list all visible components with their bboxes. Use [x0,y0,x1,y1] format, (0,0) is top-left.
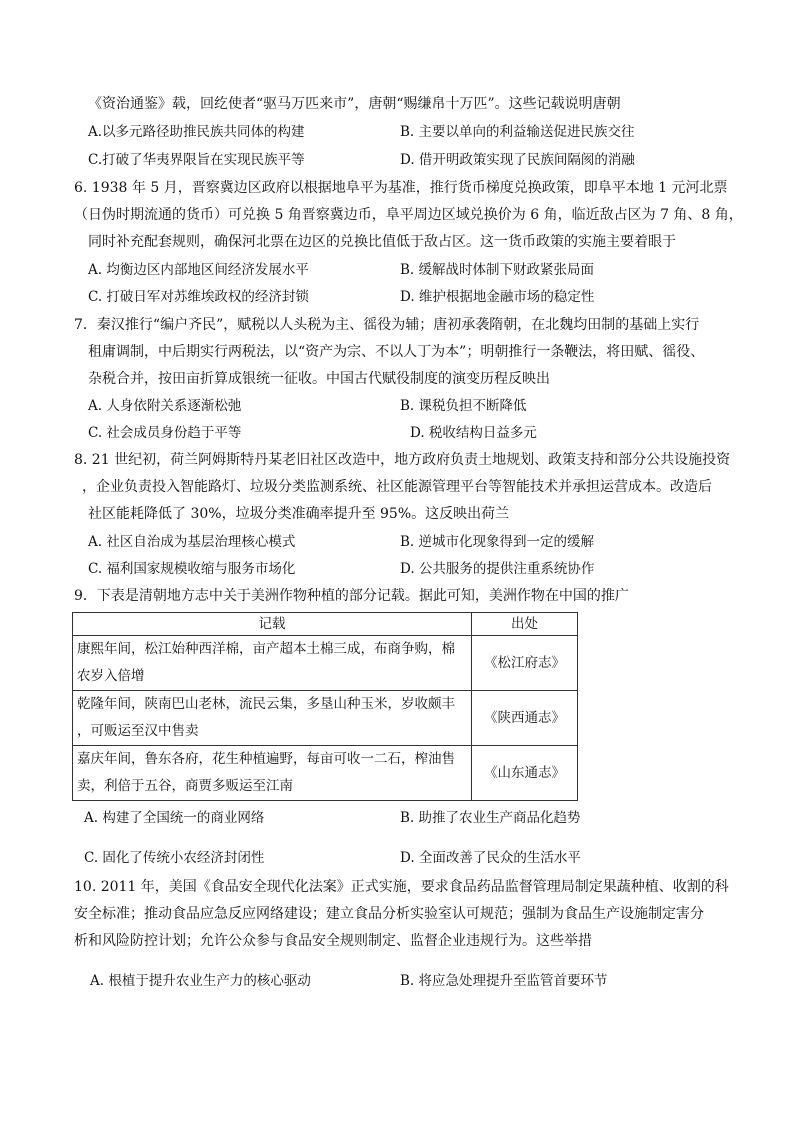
table-header-source: 出处 [472,613,578,636]
q6-option-c: C. 打破日军对苏维埃政权的经济封锁 [88,289,309,305]
q7-option-a: A. 人身依附关系逐渐松弛 [88,398,242,414]
q5-option-b: B. 主要以单向的利益输送促进民族交往 [400,124,635,140]
q6-option-b: B. 缓解战时体制下财政紧张局面 [400,262,595,278]
q9-option-a: A. 构建了全国统一的商业网络 [84,810,265,826]
q10-stem-line-1: 10. 2011 年，美国《食品安全现代化法案》正式实施，要求食品药品监督管理局制定果蔬种植、收割的科 [74,879,729,895]
table-cell-source: 《山东通志》 [472,746,578,801]
record-text-line: ，可贩运至汉中售卖 [77,723,199,739]
q8-stem-line-3: 社区能耗降低了 30%，垃圾分类准确率提升至 95%。这反映出荷兰 [88,506,510,522]
q6-stem-line-2: （日伪时期流通的货币）可兑换 5 角晋察冀边币，阜平周边区域兑换价为 6 角，临近敌占区为 7 角、8 角， [74,207,743,223]
table-cell-record [73,691,472,746]
q7-option-d: D. 税收结构日益多元 [410,425,537,441]
q9-option-d: D. 全面改善了民众的生活水平 [400,850,581,866]
q5-option-a: A.以多元路径助推民族共同体的构建 [88,124,305,140]
table-row [73,691,578,746]
q7-stem-line-1: 7．秦汉推行“编户齐民”，赋税以人头税为主、徭役为辅；唐初承袭隋朝，在北魏均田制的基础上实行 [74,317,700,333]
q8-option-b: B. 逆城市化现象得到一定的缓解 [400,534,595,550]
q5-option-d: D. 借开明政策实现了民族间隔阂的消融 [400,152,635,168]
table-row [73,636,578,691]
q7-option-c: C. 社会成员身份趋于平等 [88,425,242,441]
q10-option-b: B. 将应急处理提升至监管首要环节 [400,973,608,989]
table-cell-source: 《陕西通志》 [472,691,578,746]
table-header-row [73,613,578,636]
q6-stem-line-1: 6. 1938 年 5 月，晋察冀边区政府以根据地阜平为基准，推行货币梯度兑换政策，即阜平本地 1 元河北票 [74,180,728,196]
q7-stem-line-2: 租庸调制，中后期实行两税法，以“资产为宗、不以人丁为本”；明朝推行一条鞭法，将田赋、徭役、 [88,344,705,360]
table-row [73,746,578,801]
source-table [72,612,578,801]
q7-option-b: B. 课税负担不断降低 [400,398,527,414]
q9-option-c: C. 固化了传统小农经济封闭性 [84,850,265,866]
q8-option-c: C. 福利国家规模收缩与服务市场化 [88,561,296,577]
table-cell-source: 《松江府志》 [472,636,578,691]
record-text-line: 卖，利倍于五谷，商贾多贩运至江南 [77,778,293,794]
q8-stem-line-1: 8. 21 世纪初，荷兰阿姆斯特丹某老旧社区改造中，地方政府负责土地规划、政策支持和部分公共设施投资 [74,452,731,468]
q5-option-c: C.打破了华夷界限旨在实现民族平等 [88,152,305,168]
q6-option-d: D. 维护根据地金融市场的稳定性 [400,289,595,305]
q10-stem-line-2: 安全标准；推动食品应急反应网络建设；建立食品分析实验室认可规范；强制为食品生产设施制定害分 [74,906,704,922]
record-text-line: 乾隆年间，陕南巴山老林，流民云集，多垦山种玉米，岁收颇丰 [77,696,455,712]
table-cell-record [73,746,472,801]
table-cell-record [73,636,472,691]
q10-stem-line-3: 析和风险防控计划；允许公众参与食品安全规则制定、监督企业违规行为。这些举措 [74,933,592,949]
q6-stem-line-3: 同时补充配套规则，确保河北票在边区的兑换比值低于敌占区。这一货币政策的实施主要着眼于 [88,234,676,250]
q8-option-a: A. 社区自治成为基层治理核心模式 [88,534,296,550]
table-header-record: 记载 [73,613,472,636]
record-text-line: 农岁入倍增 [77,668,145,684]
q8-stem-line-2: ，企业负责投入智能路灯、垃圾分类监测系统、社区能源管理平台等智能技术并承担运营成本。改造后 [82,479,712,495]
q7-stem-line-3: 杂税合并，按田亩折算成银统一征收。中国古代赋役制度的演变历程反映出 [88,371,550,387]
q8-option-d: D. 公共服务的提供注重系统协作 [400,561,595,577]
record-text-line: 康熙年间，松江始种西洋棉，亩产超本土棉三成，布商争购，棉 [77,641,455,657]
q10-option-a: A. 根植于提升农业生产力的核心驱动 [90,973,311,989]
q9-option-b: B. 助推了农业生产商品化趋势 [400,810,581,826]
q9-stem: 9．下表是清朝地方志中关于美洲作物种植的部分记载。据此可知，美洲作物在中国的推广 [74,588,629,604]
q5-stem-tail: 《资治通鉴》载，回纥使者“驱马万匹来市”，唐朝“赐缣帛十万匹”。这些记载说明唐朝 [88,96,621,112]
q6-option-a: A. 均衡边区内部地区间经济发展水平 [88,262,309,278]
record-text-line: 嘉庆年间，鲁东各府，花生种植遍野，每亩可收一二石，榨油售 [77,751,455,767]
